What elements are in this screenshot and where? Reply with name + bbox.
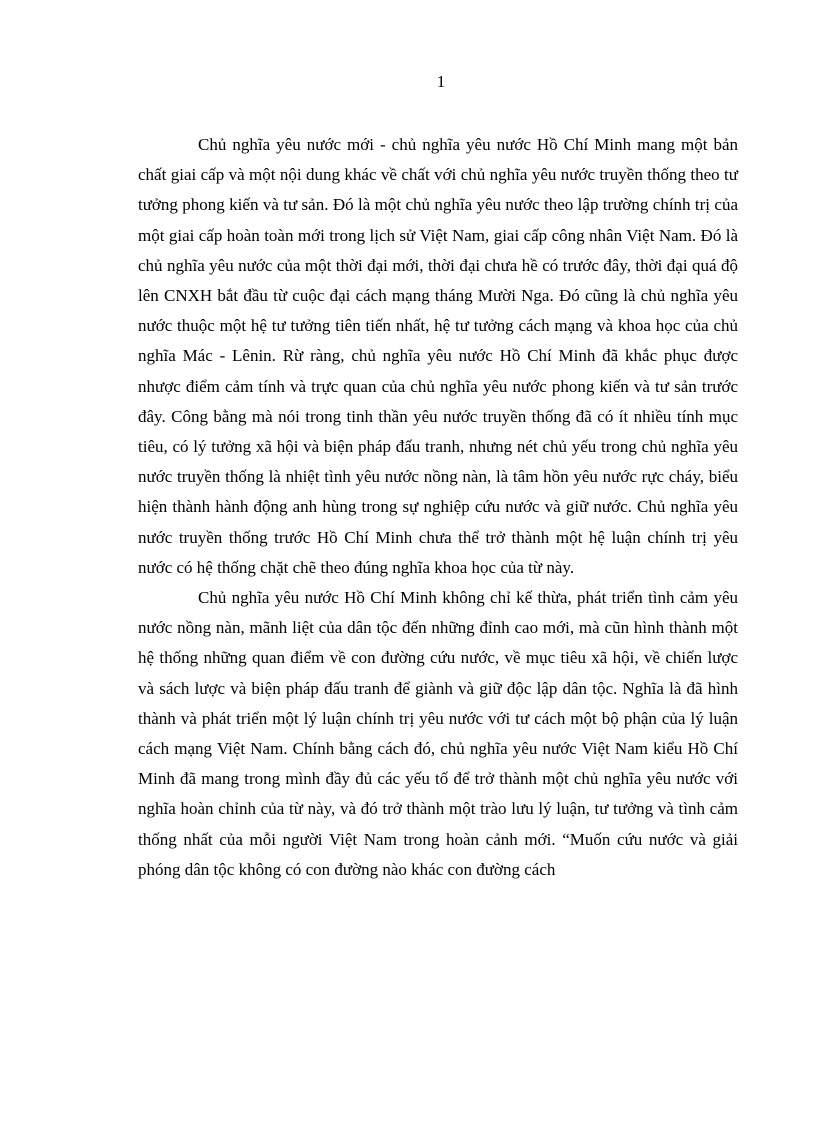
page-number: 1 [436,72,446,91]
paragraph: Chủ nghĩa yêu nước Hồ Chí Minh không chỉ kế thừa, phát triển tình cảm yêu nước nồng nàn, mãnh liệt của dân tộc đến những đỉnh cao mới, mà cũn hình thành một hệ thống những quan điểm về con đường cứu nước, về mục tiêu xã hội, về chiến lược và sách lược và biện pháp đấu tranh để giành và giữ độc lập dân tộc. Nghĩa là đã hình thành và phát triển một lý luận chính trị yêu nước với tư cách một bộ phận của lý luận cách mạng Việt Nam. Chính bằng cách đó, chủ nghĩa yêu nước Việt Nam kiểu Hồ Chí Minh đã mang trong mình đầy đủ các yếu tố để trở thành một chủ nghĩa yêu nước với nghĩa hoàn chỉnh của từ này, và đó trở thành một trào lưu lý luận, tư tưởng và tình cảm thống nhất của mỗi người Việt Nam trong hoàn cảnh mới. “Muốn cứu nước và giải phóng dân tộc không có con đường nào khác con đường cách [138,588,738,879]
paragraph: Chủ nghĩa yêu nước mới - chủ nghĩa yêu nước Hồ Chí Minh mang một bản chất giai cấp và một nội dung khác về chất với chủ nghĩa yêu nước truyền thống theo tư tưởng phong kiến và tư sản. Đó là một chủ nghĩa yêu nước theo lập trường chính trị của một giai cấp hoàn toàn mới trong lịch sử Việt Nam, giai cấp công nhân Việt Nam. Đó là chủ nghĩa yêu nước của một thời đại mới, thời đại chưa hề có trước đây, thời đại quá độ lên CNXH bắt đầu từ cuộc đại cách mạng tháng Mười Nga. Đó cũng là chủ nghĩa yêu nước thuộc một hệ tư tưởng tiên tiến nhất, hệ tư tưởng cách mạng và khoa học của chủ nghĩa Mác - Lênin. Rừ ràng, chủ nghĩa yêu nước Hồ Chí Minh đã khắc phục được nhược điểm cảm tính và trực quan của chủ nghĩa yêu nước phong kiến và tư sản trước đây. Công bằng mà nói trong tinh thần yêu nước truyền thống đã có ít nhiều tính mục tiêu, có lý tưởng xã hội và biện pháp đấu tranh, nhưng nét chủ yếu trong chủ nghĩa yêu nước truyền thống là nhiệt tình yêu nước nồng nàn, là tâm hồn yêu nước rực cháy, biểu hiện thành hành động anh hùng trong sự nghiệp cứu nước và giữ nước. Chủ nghĩa yêu nước truyền thống trước Hồ Chí Minh chưa thể trở thành một hệ luận chính trị yêu nước có hệ thống chặt chẽ theo đúng nghĩa khoa học của từ này. [138,135,738,577]
document-body [138,130,738,885]
